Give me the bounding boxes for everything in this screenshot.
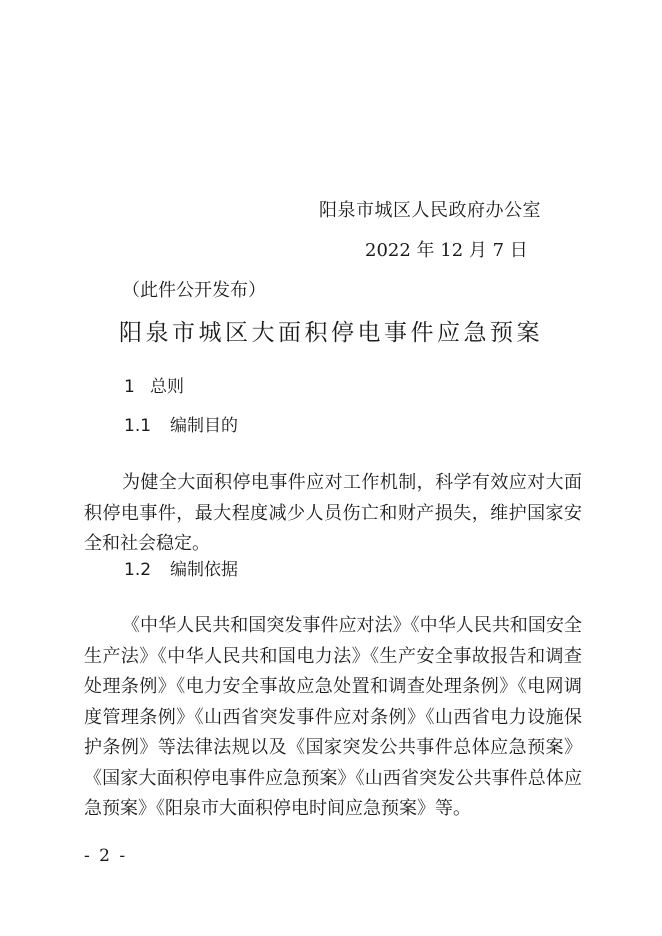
paragraph-basis: 《中华人民共和国突发事件应对法》《中华人民共和国安全生产法》《中华人民共和国电力法》《生产安全事故报告和调查处理条例》《电力安全事故应急处置和调查处理条例》《电网调度管理条例》《山西省突发事件应对条例》《山西省电力设施保护条例》等法律法规以及《国家突发公共事件总体应急预案》《国家大面积停电事件应急预案》《山西省突发公共事件总体应急预案》《阳泉市大面积停电时间应急预案》等。 <box>84 615 582 819</box>
page-number: - 2 - <box>84 846 128 866</box>
subsection-number: 1.1 <box>124 416 152 436</box>
section-number: 1 <box>124 377 135 397</box>
section-heading-general <box>124 372 184 397</box>
subsection-title: 编制目的 <box>170 416 238 436</box>
subsection-number: 1.2 <box>124 560 152 580</box>
issuing-office: 阳泉市城区人民政府办公室 <box>319 200 541 221</box>
subsection-title: 编制依据 <box>170 560 238 580</box>
paragraph-purpose: 为健全大面积停电事件应对工作机制，科学有效应对大面积停电事件，最大程度减少人员伤亡和财产损失，维护国家安全和社会稳定。 <box>84 472 582 554</box>
document-title: 阳泉市城区大面积停电事件应急预案 <box>119 320 543 346</box>
section-title: 总则 <box>150 377 184 397</box>
subsection-heading-purpose <box>124 411 238 436</box>
publication-notice: （此件公开发布） <box>122 280 266 301</box>
issue-date: 2022 年 12 月 7 日 <box>365 240 528 261</box>
subsection-heading-basis <box>124 555 238 580</box>
